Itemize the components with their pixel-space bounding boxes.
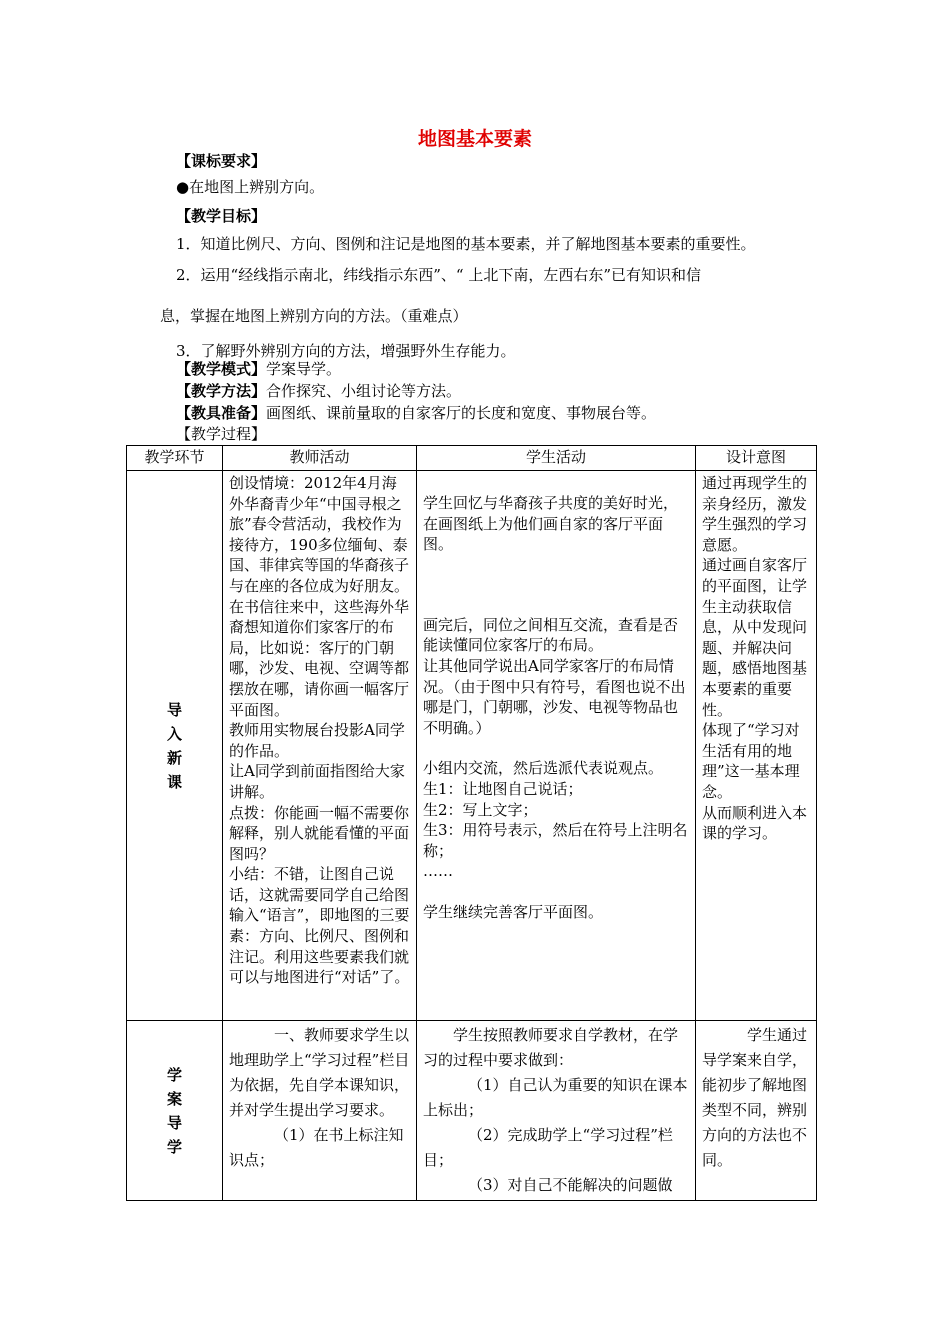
- teacher-paragraph: 让A同学到前面指图给大家讲解。: [229, 762, 405, 801]
- stage-char: 案: [166, 1089, 182, 1108]
- header-stage: 教学环节: [127, 446, 223, 471]
- student-paragraph: （3）对自己不能解决的问题做: [468, 1176, 673, 1194]
- student-paragraph: 画完后，同位之间相互交流，查看是否能读懂同位家客厅的布局。: [423, 615, 679, 655]
- design-intent-cell: [696, 1021, 817, 1201]
- teaching-mode-label: 【教学模式】: [176, 360, 267, 378]
- stage-char: 导: [166, 1113, 182, 1132]
- student-paragraph: 小组内交流，然后选派代表说观点。: [423, 759, 664, 778]
- header-teacher-activity: 教师活动: [223, 446, 417, 471]
- teacher-activity-cell: [223, 471, 417, 1021]
- stage-guided-study: [127, 1021, 223, 1201]
- teacher-paragraph: 创设情境：2012年4月海外华裔青少年“中国寻根之旅”春令营活动，我校作为接待方，190多位缅甸、泰国、菲律宾等国的华裔孩子与在座的各位成为好朋友。在书信往来中，这些海外华裔想知道你们家客厅的布局，比如说：客厅的门朝哪，沙发、电视、空调等都摆放在哪，请你画一幅客厅平面图。: [229, 474, 410, 719]
- teaching-process-table: [126, 445, 817, 1201]
- stage-char: 入: [166, 724, 182, 743]
- stage-char: 学: [166, 1065, 182, 1084]
- teaching-tools-value: 画图纸、课前量取的自家客厅的长度和宽度、事物展台等。: [266, 404, 657, 422]
- table-row: [127, 1021, 817, 1201]
- student-activity-cell: [417, 471, 696, 1021]
- page-title: 地图基本要素: [417, 128, 532, 150]
- student-paragraph: 学生继续完善客厅平面图。: [423, 902, 604, 921]
- teaching-mode: [176, 359, 341, 379]
- design-paragraph: 体现了“学习对生活有用的地理”这一基本理念。: [702, 721, 800, 801]
- stage-char: 导: [166, 700, 182, 719]
- stage-intro: [127, 471, 223, 1021]
- teaching-method: [176, 381, 461, 401]
- student-paragraph: 生3：用符号表示，然后在符号上注明名称；: [423, 821, 688, 860]
- teacher-paragraph: 点拨：你能画一幅不需要你解释，别人就能看懂的平面图吗？: [229, 803, 410, 863]
- design-paragraph: 通过画自家客厅的平面图，让学生主动获取信息，从中发现问题、并解决问题，感悟地图基本要素的重要性。: [702, 556, 808, 719]
- student-paragraph: 学生按照教师要求自学教材，在学习的过程中要求做到：: [423, 1026, 679, 1069]
- table-row: [127, 471, 817, 1021]
- teacher-paragraph: 小结：不错，让图自己说话，这就需要同学自己给图输入“语言”，即地图的三要素：方向、比例尺、图例和注记。利用这些要素我们就可以与地图进行“对话”了。: [229, 865, 410, 987]
- teaching-method-value: 合作探究、小组讨论等方法。: [266, 382, 462, 400]
- teaching-tools-label: 【教具准备】: [176, 404, 267, 422]
- teacher-paragraph: （1）在书上标注知识点；: [229, 1126, 404, 1169]
- header-student-activity: 学生活动: [417, 446, 696, 471]
- student-paragraph: （2）完成助学上“学习过程”栏目；: [423, 1126, 673, 1169]
- teaching-tools: [176, 403, 656, 423]
- student-paragraph: 学生回忆与华裔孩子共度的美好时光，在画图纸上为他们画自家的客厅平面图。: [423, 494, 679, 554]
- stage-char: 新: [166, 748, 182, 767]
- standards-item: ●在地图上辨别方向。: [176, 178, 325, 196]
- teacher-paragraph: 一、教师要求学生以地理助学上“学习过程”栏目为依据，先自学本课知识，并对学生提出学习要求。: [229, 1026, 410, 1119]
- process-heading: 【教学过程】: [176, 425, 267, 443]
- goal-1: 1．知道比例尺、方向、图例和注记是地图的基本要素，并了解地图基本要素的重要性。: [176, 235, 756, 253]
- goal-2-line-1: 2．运用“经线指示南北，纬线指示东西”、“ 上北下南，左西右东”已有知识和信: [176, 266, 701, 284]
- design-paragraph: 从而顺利进入本课的学习。: [702, 803, 808, 843]
- teaching-mode-value: 学案导学。: [266, 360, 342, 378]
- design-paragraph: 学生通过导学案来自学，能初步了解地图类型不同，辨别方向的方法也不同。: [702, 1026, 808, 1169]
- student-paragraph: ……: [423, 862, 453, 881]
- student-paragraph: 让其他同学说出A同学家客厅的布局情况。（由于图中只有符号，看图也说不出哪是门，门朝哪，沙发、电视等物品也不明确。）: [423, 656, 686, 737]
- teacher-paragraph: 教师用实物展台投影A同学的作品。: [229, 721, 405, 760]
- student-paragraph: 生2：写上文字；: [423, 800, 538, 819]
- teaching-method-label: 【教学方法】: [176, 382, 267, 400]
- goal-2-line-2: 息，掌握在地图上辨别方向的方法。（重难点）: [160, 307, 468, 325]
- table-header-row: [127, 446, 817, 471]
- stage-char: 课: [166, 772, 182, 791]
- design-intent-cell: [696, 471, 817, 1021]
- student-paragraph: （1）自己认为重要的知识在课本上标出；: [423, 1076, 688, 1119]
- stage-char: 学: [166, 1137, 182, 1156]
- student-activity-cell: [417, 1021, 696, 1201]
- header-design-intent: 设计意图: [696, 446, 817, 471]
- design-paragraph: 通过再现学生的亲身经历，激发学生强烈的学习意愿。: [702, 474, 808, 554]
- student-paragraph: 生1：让地图自己说话；: [423, 779, 583, 798]
- goals-heading: 【教学目标】: [176, 207, 267, 225]
- standards-heading: 【课标要求】: [176, 152, 267, 170]
- goal-3: 3．了解野外辨别方向的方法，增强野外生存能力。: [176, 342, 516, 360]
- teacher-activity-cell: [223, 1021, 417, 1201]
